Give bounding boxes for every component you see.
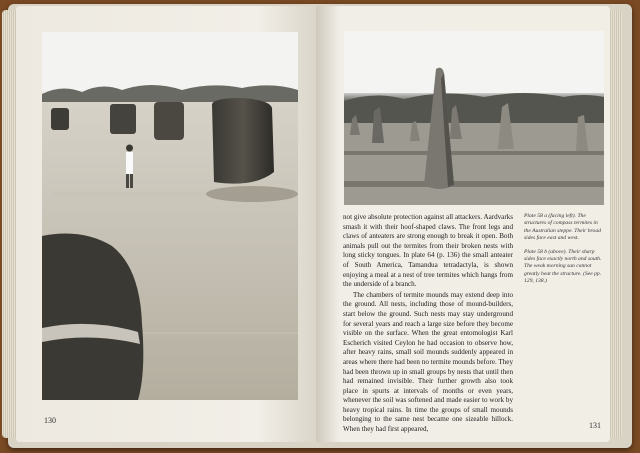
paragraph-1: not give absolute protection against all attackers. Aardvarks smash it with their hoof-shaped claws. The front legs and claws of anteaters are strong enough to break it open. Both animals pull out the termites from their broken nests with long sticky tongues. In plate 64 (p. 136) the small anteater of South America, Tamandua tetradactyla, is shown enjoying a meal at a nest of tree termites which hangs from the underside of a branch.	[343, 213, 513, 289]
compass-termites-photo-art	[344, 31, 604, 205]
termite-mounds-photo	[42, 32, 298, 400]
caption-plate-58b: Plate 58 b (above). Their sharp sides face exactly north and south. The weak morning sun cannot greatly heat the structure. (See pp. 129, 138.)	[524, 248, 602, 285]
plate-captions	[524, 213, 604, 292]
caption-plate-58a: Plate 58 a (facing left). The structures of compass termites in the Australian steppe. Their broad sides face east and west.	[524, 213, 601, 242]
paragraph-2: The chambers of termite mounds may extend deep into the ground. All nests, including those of mound-builders, start below the ground. Such nests may stay underground for several years and reach a large size before they become visible on the surface. When the great entomologist Karl Escherich visited Ceylon he had occasion to observe how, after heavy rains, small soil mounds suddenly appeared in areas where there had been no termite mounds before. They had been thrown up in small groups by nests that until then had remained invisible. Their further growth also took place in spurts at intervals of months or even years, whenever the soil was softened and made easier to work by heavy tropical rains. In time the groups of small mounds belonging to the same nest became one sizeable hillock. When they had first appeared,	[343, 290, 513, 434]
right-page-edges	[608, 10, 622, 438]
termite-mounds-photo-art	[42, 32, 298, 400]
body-text	[343, 213, 513, 434]
page-number-left: 130	[44, 416, 56, 425]
page-number-right: 131	[589, 421, 601, 430]
compass-termites-photo	[344, 31, 604, 205]
